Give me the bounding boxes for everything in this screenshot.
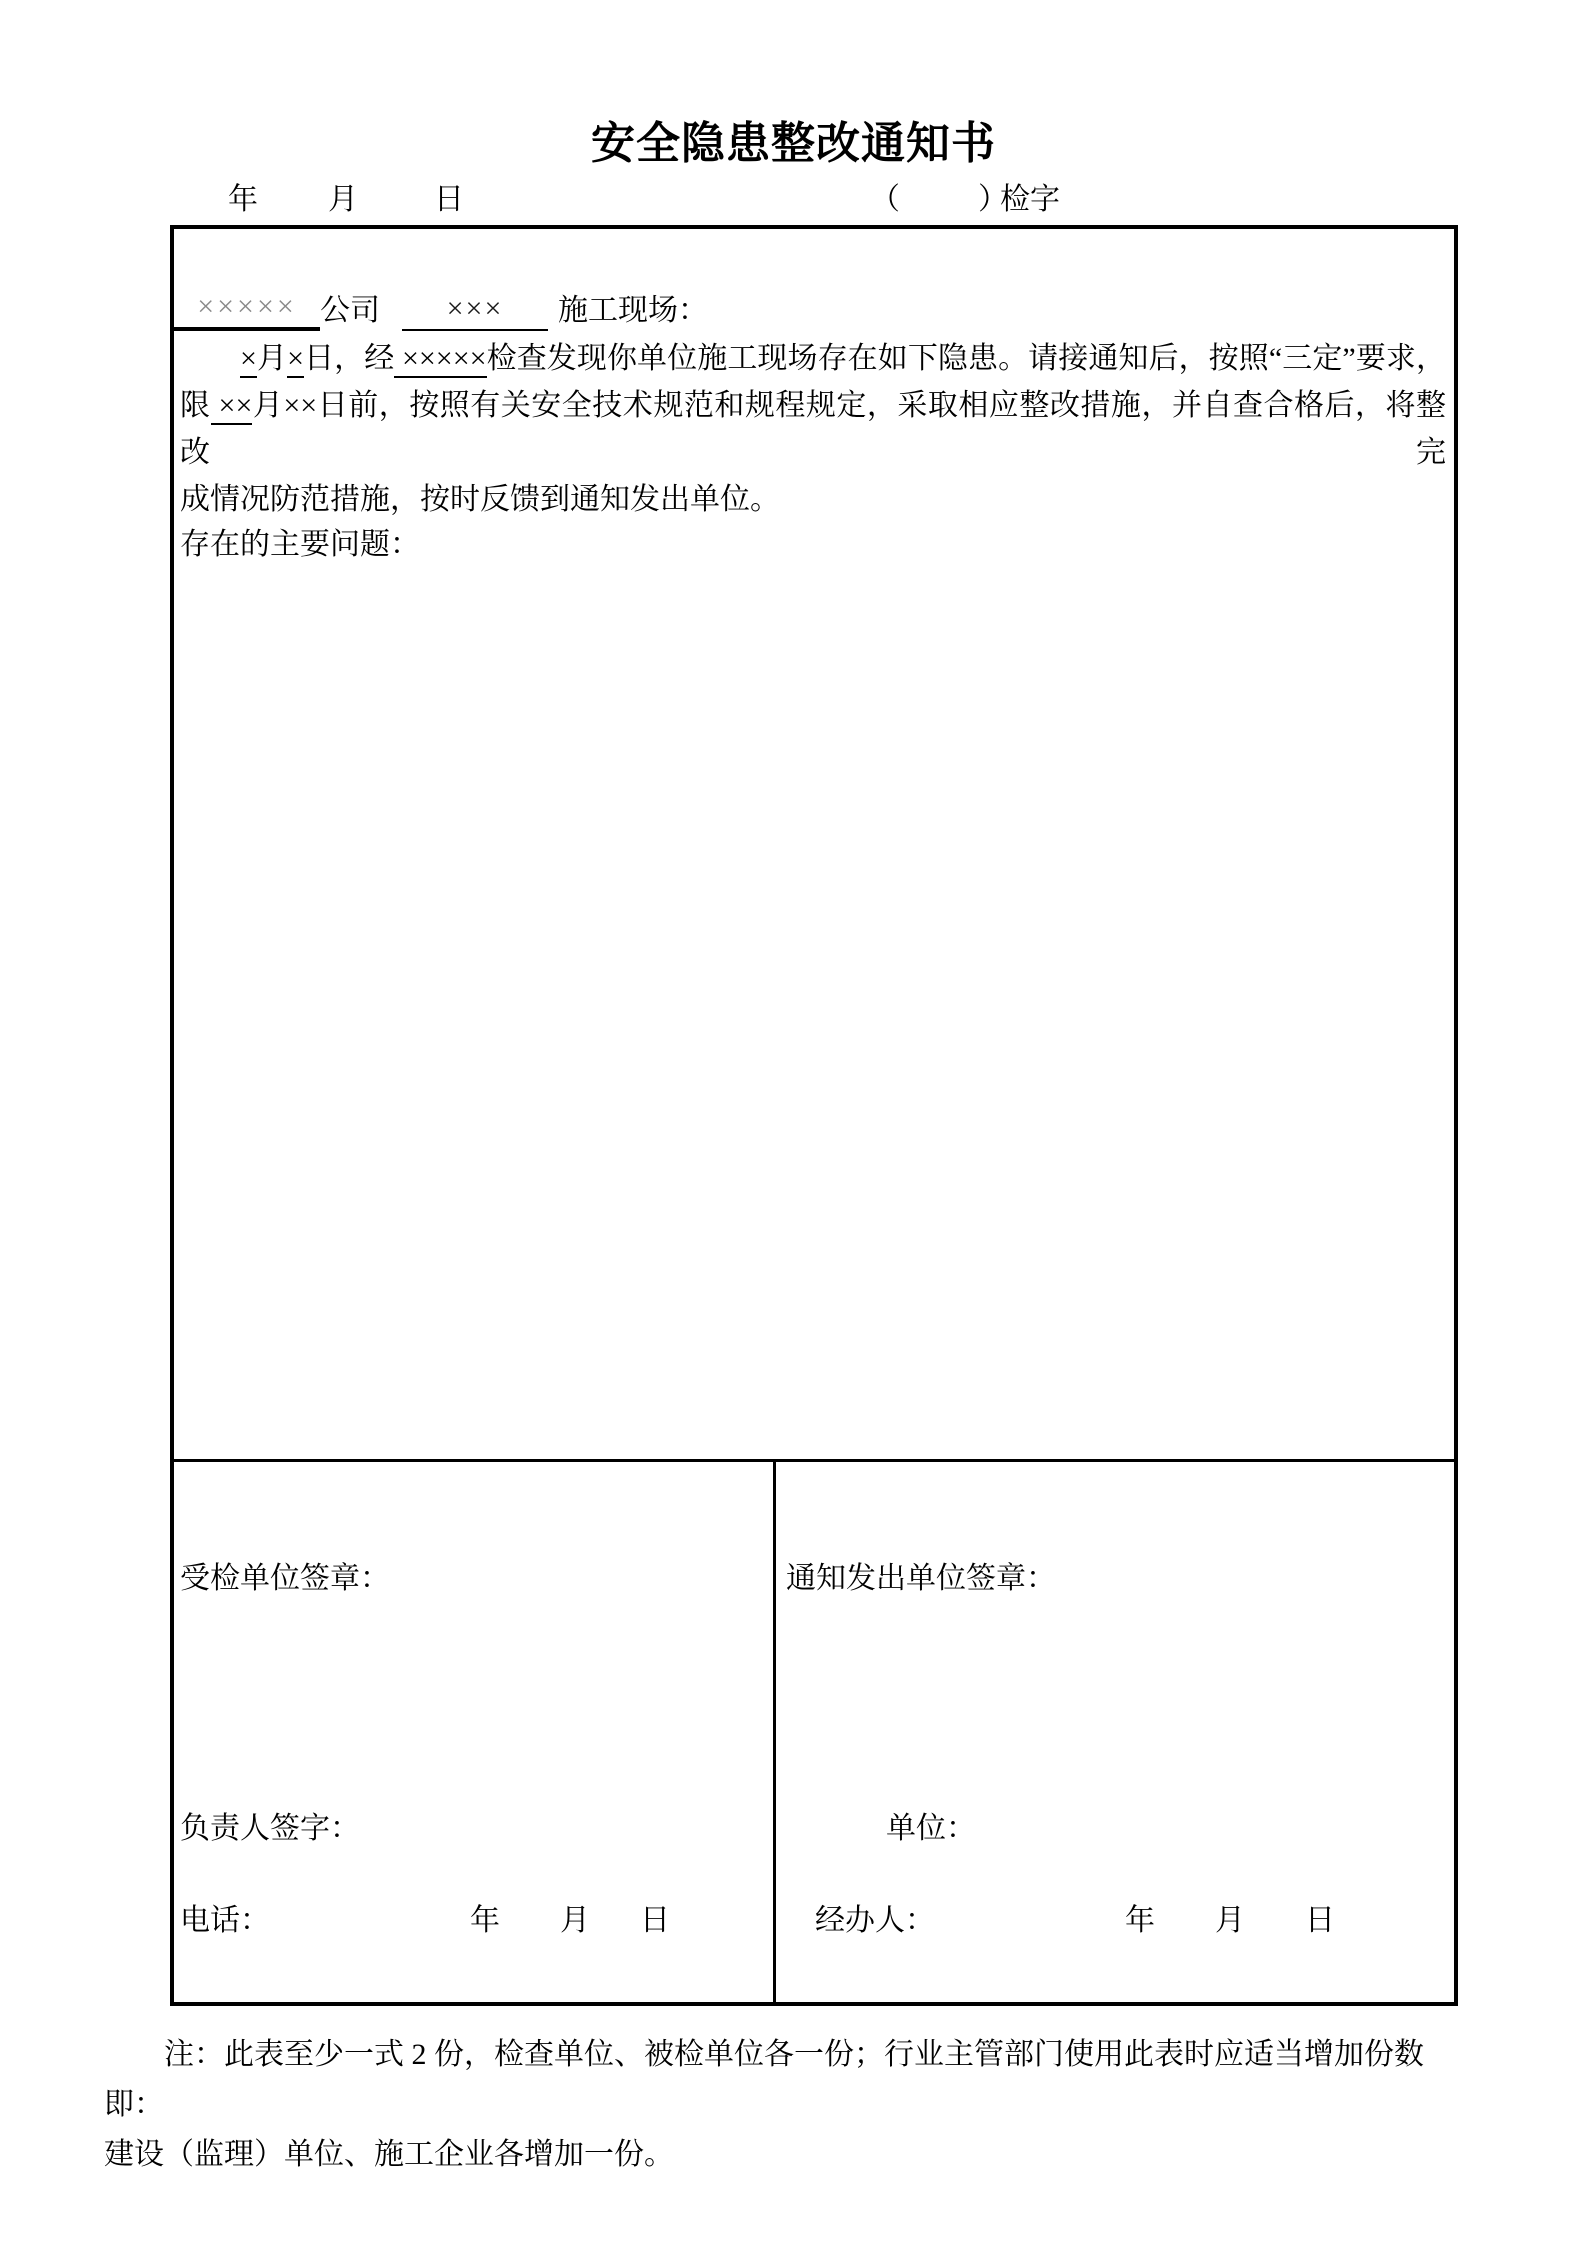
fill-in-blank-field[interactable]: ××××× bbox=[394, 342, 486, 378]
date-month-label: 月 bbox=[328, 183, 358, 216]
site-label: 施工现场： bbox=[558, 294, 708, 327]
document-title: 安全隐患整改通知书 bbox=[591, 119, 996, 168]
right-cell-month-label: 月 bbox=[1215, 1904, 1245, 1937]
body-line-3 bbox=[180, 476, 1446, 523]
footnote-line-1: 注：此表至少一式 2 份，检查单位、被检单位各一份；行业主管部门使用此表时应适当增加份数即： bbox=[104, 2038, 1424, 2121]
text-run: 成情况防范措施，按时反馈到通知发出单位。 bbox=[180, 483, 780, 516]
text-run: 限 bbox=[180, 389, 211, 422]
signature-section-vertical-divider bbox=[773, 1459, 776, 2002]
text-run: 月××日前，按照有关安全技术规范和规程规定，采取相应整改措施，并自查合格后，将整改完 bbox=[180, 389, 1447, 469]
company-line bbox=[174, 287, 708, 331]
handler-label: 经办人： bbox=[815, 1904, 935, 1937]
issuing-unit-seal-label: 通知发出单位签章： bbox=[786, 1562, 1056, 1595]
fill-in-blank-field[interactable]: × bbox=[240, 342, 257, 378]
right-cell-year-label: 年 bbox=[1125, 1904, 1155, 1937]
unit-label: 单位： bbox=[886, 1812, 976, 1845]
left-cell-month-label: 月 bbox=[560, 1904, 590, 1937]
left-cell-year-label: 年 bbox=[470, 1904, 500, 1937]
phone-label: 电话： bbox=[180, 1904, 270, 1937]
site-name-blank-field[interactable]: ××× bbox=[402, 289, 548, 331]
date-year-label: 年 bbox=[228, 183, 258, 216]
doc-number-paren-open: （ bbox=[870, 183, 900, 216]
company-label: 公司 bbox=[320, 294, 380, 327]
signature-section-top-divider bbox=[174, 1459, 1454, 1462]
notice-body-paragraph bbox=[180, 335, 1446, 523]
body-line-2 bbox=[180, 382, 1446, 476]
text-run: 月 bbox=[256, 342, 288, 375]
text-run: 检查发现你单位施工现场存在如下隐患。请接通知后，按照“三定”要求， bbox=[486, 342, 1446, 375]
text-run: 日，经 bbox=[304, 342, 395, 375]
body-line-1 bbox=[180, 335, 1446, 382]
right-cell-day-label: 日 bbox=[1305, 1904, 1335, 1937]
form-border-box bbox=[170, 225, 1458, 2006]
doc-number-suffix-label: 检字 bbox=[1000, 183, 1060, 216]
left-cell-day-label: 日 bbox=[640, 1904, 670, 1937]
doc-number-paren-close: ） bbox=[978, 183, 1008, 216]
inspected-unit-seal-label: 受检单位签章： bbox=[180, 1562, 390, 1595]
fill-in-blank-field[interactable]: × bbox=[287, 342, 304, 378]
date-day-label: 日 bbox=[434, 183, 464, 216]
main-problems-label: 存在的主要问题： bbox=[180, 528, 420, 561]
footnote-line-2: 建设（监理）单位、施工企业各增加一份。 bbox=[104, 2138, 674, 2171]
fill-in-blank-field[interactable]: ×× bbox=[211, 389, 253, 425]
responsible-person-signature-label: 负责人签字： bbox=[180, 1812, 360, 1845]
footnote bbox=[104, 2030, 1460, 2180]
company-name-blank-field[interactable]: ××××× bbox=[174, 287, 320, 331]
